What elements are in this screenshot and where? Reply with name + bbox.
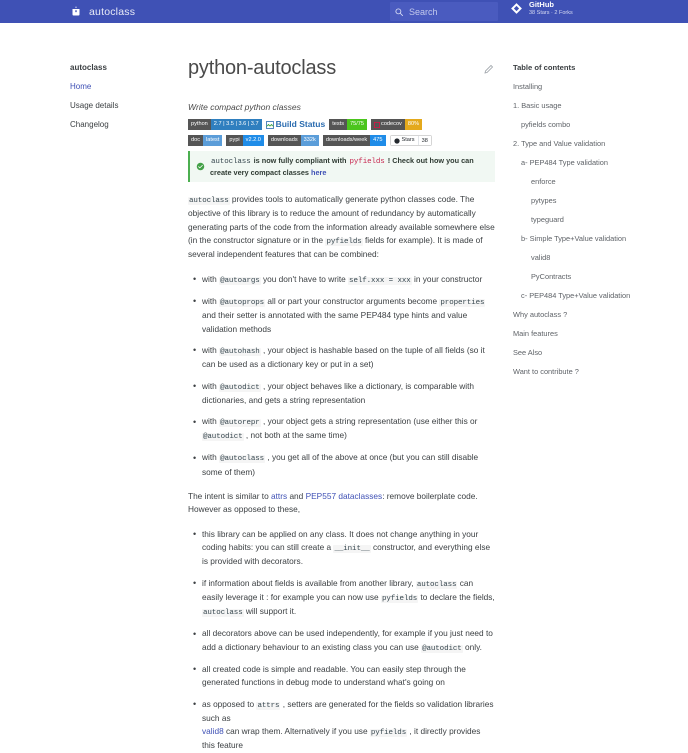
li-code-1: @autodict (220, 383, 260, 392)
list-item (202, 344, 495, 372)
title-row (188, 57, 495, 80)
list-item (202, 663, 495, 690)
li-mid: only. (462, 641, 482, 652)
broken-image-icon (266, 121, 274, 129)
li-code-2: pyfields (381, 595, 418, 604)
badge-downloads-label: downloads (268, 135, 301, 146)
badge-stars-label-wrap (391, 136, 418, 145)
toc-item-want-to-contribute[interactable]: Want to contribute ? (513, 366, 579, 376)
toc-item-installing[interactable]: Installing (513, 82, 543, 91)
intent-text-start: The intent is similar to (188, 491, 271, 501)
toc-title: Table of contents (513, 63, 576, 72)
li-mid: , your object behaves like a dictionary, is comparable with dictionaries, and gets a string representation (202, 380, 475, 405)
page-body (0, 23, 688, 751)
li-code-1: __init__ (334, 545, 370, 554)
toc-item-typeguard[interactable]: typeguard (531, 214, 564, 224)
github-repo-link[interactable] (510, 1, 573, 16)
li-code-1: attrs (257, 701, 280, 710)
badge-codecov-label-wrap (371, 119, 405, 130)
badge-downloads-week-label: downloads/week (323, 135, 370, 146)
badge-row-1 (188, 119, 495, 130)
li-post: to declare the fields, (418, 592, 495, 603)
li-pre: with (202, 344, 220, 355)
li-pre: as opposed to (202, 698, 257, 709)
list-item (202, 295, 495, 336)
badge-python-label: python (188, 119, 211, 130)
intro-text: provides tools to automatically generate python classes code. The objective of this library is to reduce the amount of redundancy by automatically generating parts of the code from the information already available somewhere else (in the constructor signature or in the (188, 194, 495, 246)
li-mid: you don't have to write (260, 273, 349, 284)
badge-downloads[interactable] (268, 135, 319, 146)
toc-item-basic-usage[interactable]: 1. Basic usage (513, 100, 562, 110)
intro-text-end: fields for example). It is made of several independent features that can be combined: (188, 235, 483, 260)
li-code-3: autoclass (203, 609, 243, 618)
li-code-1: @autodict (422, 644, 462, 653)
table-of-contents (505, 23, 688, 512)
clipped-text-end: , it directly provides this feature (202, 726, 481, 751)
pep557-dataclasses-link[interactable]: PEP557 dataclasses (305, 491, 383, 501)
toc-item-pep484-type-validation[interactable]: a- PEP484 Type validation (521, 157, 608, 167)
opposed-list (188, 528, 495, 753)
badge-codecov-value: 80% (405, 119, 422, 130)
list-item (202, 528, 495, 569)
search-input[interactable] (409, 7, 494, 17)
badge-pypi-label: pypi (226, 135, 242, 146)
toc-item-pycontracts[interactable]: PyContracts (531, 271, 572, 281)
callout-here-link[interactable]: here (311, 167, 327, 177)
github-title: GitHub (529, 0, 554, 9)
pencil-edit-icon[interactable] (483, 63, 495, 75)
valid8-link[interactable]: valid8 (202, 726, 224, 737)
badge-python[interactable] (188, 119, 262, 130)
li-mid: all or part your constructor arguments become (265, 295, 440, 306)
badge-python-value: 2.7 | 3.5 | 3.6 | 3.7 (211, 119, 262, 130)
github-stats: 38 Stars · 2 Forks (529, 9, 573, 16)
li-pre: this library can be applied on any class. It does not change anything in your coding habits: you can still create a (202, 528, 479, 553)
badge-stars-value: 38 (418, 136, 431, 145)
toc-item-simple-type-value-validation[interactable]: b- Simple Type+Value validation (521, 233, 627, 243)
sidebar-item-usage-details[interactable]: Usage details (70, 101, 119, 110)
list-item (202, 698, 495, 753)
search-box[interactable] (390, 2, 498, 21)
li-code-1: @autoclass (220, 455, 265, 464)
sidebar-item-changelog[interactable]: Changelog (70, 120, 109, 129)
intent-text-end: : remove boilerplate code. However as opposed to these, (188, 491, 478, 515)
search-icon (394, 7, 404, 17)
green-check-icon (196, 162, 205, 171)
toc-item-pyfields-combo[interactable]: pyfields combo (521, 119, 571, 129)
li-pre: with (202, 380, 220, 391)
badge-tests[interactable] (329, 119, 367, 130)
main-content (185, 23, 505, 751)
badge-tests-value: 75/75 (347, 119, 367, 130)
li-code-2: self.xxx = xxx (349, 276, 411, 285)
toc-list (513, 82, 680, 377)
li-code-1: @autorepr (220, 419, 260, 428)
callout-text (210, 156, 489, 177)
brand-name-label: autoclass (89, 5, 136, 18)
left-sidebar-nav (0, 23, 185, 512)
sidebar-title: autoclass (70, 63, 107, 72)
info-callout (188, 151, 495, 182)
callout-code-pyfields[interactable]: pyfields (349, 158, 385, 166)
li-post: , not both at the same time) (243, 430, 347, 441)
toc-item-pytypes[interactable]: pytypes (531, 195, 557, 205)
brand-link[interactable] (70, 5, 135, 18)
badge-pypi[interactable] (226, 135, 264, 146)
li-mid: , you get all of the above at once (but you can still disable some of them) (202, 452, 479, 477)
toc-item-see-also[interactable]: See Also (513, 347, 543, 357)
li-mid: , your object gets a string representation (use either this or (260, 416, 478, 427)
badge-codecov[interactable] (371, 119, 422, 130)
li-code-2: properties (440, 298, 485, 307)
intent-text-mid: and (287, 491, 306, 501)
book-logo-icon (70, 5, 82, 18)
toc-item-type-and-value-validation[interactable]: 2. Type and Value validation (513, 138, 606, 148)
tagline: Write compact python classes (188, 102, 301, 112)
li-pre: all decorators above can be used independently, for example if you just need to add a dictionary behaviour to an existing class you can use (202, 628, 493, 652)
li-mid: , setters are generated for the fields so validation libraries such as (202, 698, 494, 723)
badge-doc-value: latest (203, 135, 222, 146)
callout-text-after: ! Check out how you can create very compact classes (210, 156, 474, 177)
li-mid: can easily leverage it : for example you can now use (202, 577, 474, 603)
toc-item-pep484-type-value-validation[interactable]: c- PEP484 Type+Value validation (521, 290, 631, 300)
clipped-code-pyfields: pyfields (370, 729, 407, 738)
intro-code-autoclass: autoclass (189, 197, 229, 206)
badge-downloads-week[interactable] (323, 135, 386, 146)
toc-item-enforce[interactable]: enforce (531, 176, 556, 186)
list-item (202, 627, 495, 655)
li-code-1: @autoprops (220, 298, 265, 307)
badge-codecov-label: codecov (381, 121, 402, 127)
li-pre: if information about fields is available from another library, (202, 577, 416, 588)
badge-downloads-value: 332k (301, 135, 319, 146)
li-code-1: autoclass (416, 580, 457, 589)
list-item (202, 415, 495, 443)
badge-build-status-label: Build Status (275, 119, 326, 129)
badge-doc[interactable] (188, 135, 222, 146)
intent-paragraph (188, 490, 495, 517)
feature-list (188, 273, 495, 479)
li-mid: , your object is hashable based on the tuple of all fields (so it can be used as a dictionary key or put in a set) (202, 344, 485, 370)
li-pre: with (202, 452, 220, 463)
li-post: in your constructor (411, 273, 483, 284)
list-item (202, 380, 495, 408)
li-post: and their setter is annotated with the same PEP484 type hints and value validation methods (202, 310, 468, 334)
clipped-text-mid: can wrap them. Alternatively if you use (223, 726, 370, 737)
callout-code-prefix: autoclass (211, 158, 251, 166)
li-pre: all created code is simple and readable. You can easily step through the generated functions in debug mode to understand what's going on (202, 663, 466, 688)
badge-pypi-value: v2.2.0 (243, 135, 264, 146)
li-mid: constructor, and everything else is provided with decorators. (202, 542, 491, 567)
li-code-1: @autohash (220, 347, 260, 356)
li-pre: with (202, 295, 220, 306)
badge-build-status[interactable] (266, 119, 326, 130)
top-navigation-bar (0, 0, 688, 23)
list-item (202, 577, 495, 619)
toc-item-valid8[interactable]: valid8 (531, 252, 551, 262)
list-item (202, 451, 495, 479)
li-code-1: @autoargs (220, 276, 260, 285)
sidebar-item-home[interactable]: Home (70, 82, 92, 91)
intro-code-pyfields: pyfields (326, 238, 362, 247)
li-pre: with (202, 416, 220, 427)
li-pre: with (202, 273, 220, 284)
badge-doc-label: doc (188, 135, 203, 146)
badge-tests-label: tests (329, 119, 347, 130)
badge-stars[interactable] (390, 135, 432, 146)
github-text-block (529, 1, 573, 16)
li-post-2: will support it. (243, 606, 297, 617)
badge-downloads-week-value: 475 (370, 135, 385, 146)
broken-image-icon (374, 122, 380, 128)
callout-text-mid: is now fully compliant with (251, 156, 349, 165)
badge-stars-label: Stars (401, 137, 415, 143)
github-icon (510, 2, 523, 15)
page-title: python-autoclass (188, 57, 337, 79)
toc-item-main-features[interactable]: Main features (513, 328, 558, 338)
attrs-link[interactable]: attrs (271, 491, 288, 501)
intro-paragraph (188, 193, 495, 262)
badge-row-2 (188, 135, 495, 146)
list-item (202, 273, 495, 287)
github-mini-icon (394, 138, 400, 144)
li-code-2: @autodict (203, 433, 243, 442)
toc-item-why-autoclass[interactable]: Why autoclass ? (513, 309, 568, 319)
